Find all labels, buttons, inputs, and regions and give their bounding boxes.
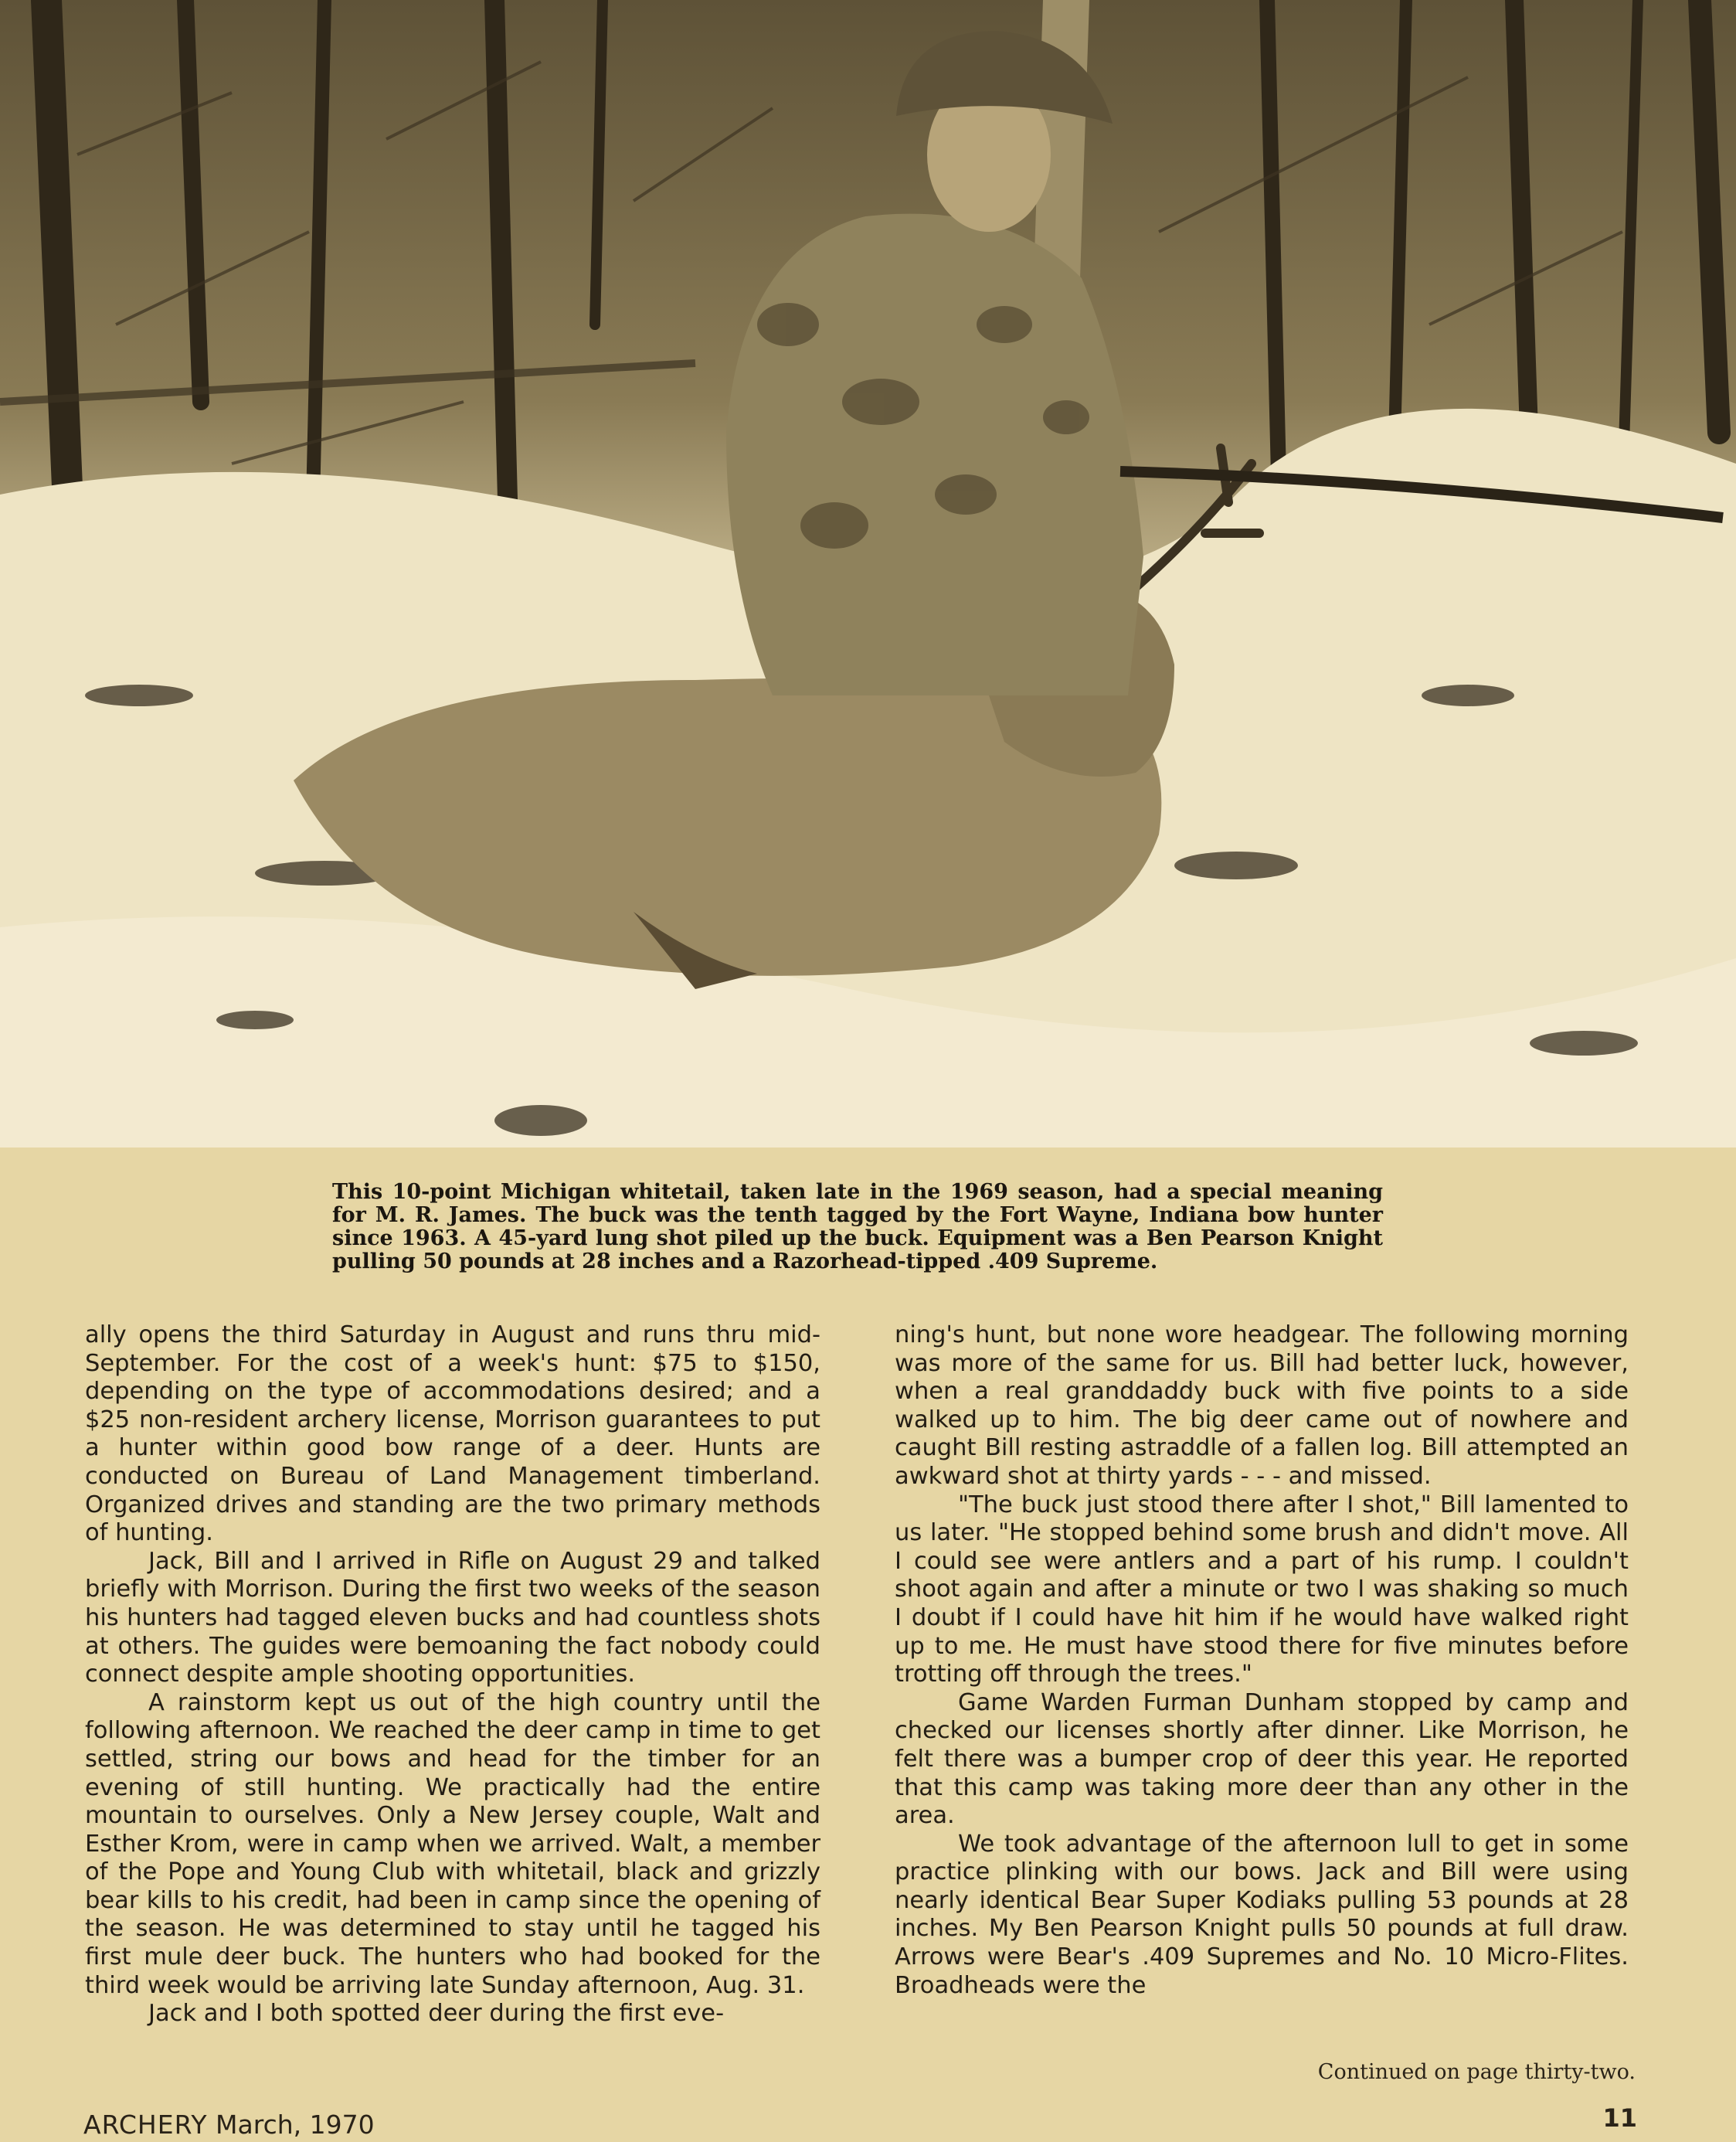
paragraph: ning's hunt, but none wore headgear. The following morning was more of the same for us. Bill had better luck, however, when a real granddaddy buck with five points to a side walked up to him. The big deer came out of nowhere and caught Bill resting astraddle of a fallen log. Bill attempted an awkward shot at thirty yards - - - and missed. bbox=[895, 1321, 1629, 1490]
article-column-left bbox=[85, 1321, 820, 2028]
paragraph: Game Warden Furman Dunham stopped by camp and checked our licenses shortly after dinner. Like Morrison, he felt there was a bumper crop of deer this year. He reported that this camp was taking more deer than any other in the area. bbox=[895, 1688, 1629, 1830]
continued-note: Continued on page thirty-two. bbox=[1317, 2060, 1636, 2084]
paragraph: A rainstorm kept us out of the high country until the following afternoon. We reached the deer camp in time to get settled, string our bows and head for the timber for an evening of still hunting. We practically had the entire mountain to ourselves. Only a New Jersey couple, Walt and Esther Krom, were in camp when we arrived. Walt, a member of the Pope and Young Club with whitetail, black and grizzly bear kills to his credit, had been in camp since the opening of the season. He was determined to stay until he tagged his first mule deer buck. The hunters who had booked for the third week would be arriving late Sunday afternoon, Aug. 31. bbox=[85, 1688, 820, 1999]
paragraph: We took advantage of the afternoon lull to get in some practice plinking with our bows. Jack and Bill were using nearly identical Bear Super Kodiaks pulling 53 pounds at 28 inches. My Ben Pearson Knight pulls 50 pounds at full draw. Arrows were Bear's .409 Supremes and No. 10 Micro-Flites. Broadheads were the bbox=[895, 1830, 1629, 1999]
footer-credit bbox=[83, 2110, 375, 2140]
paragraph: Jack and I both spotted deer during the first eve- bbox=[148, 2000, 725, 2028]
photo-caption: This 10-point Michigan whitetail, taken late in the 1969 season, had a special meaning for M. R. James. The buck was the tenth tagged by the Fort Wayne, Indiana bow hunter since 1963. A 45-yard lung shot piled up the buck. Equipment was a Ben Pearson Knight pulling 50 pounds at 28 inches and a Razorhead-tipped .409 Supreme. bbox=[332, 1180, 1383, 1273]
paragraph: ally opens the third Saturday in August and runs thru mid-September. For the cost of a week's hunt: $75 to $150, depending on the type of accommodations desired; and a $25 non-resident archery license, Morrison guarantees to put a hunter within good bow range of a deer. Hunts are conducted on Bureau of Land Management timberland. Organized drives and standing are the two primary methods of hunting. bbox=[85, 1321, 820, 1547]
paragraph: "The buck just stood there after I shot," Bill lamented to us later. "He stopped behind some brush and didn't move. All I could see were antlers and a part of his rump. I couldn't shoot again and after a minute or two I was shaking so much I doubt if I could have hit him if he would have walked right up to me. He must have stood there for five minutes before trotting off through the trees." bbox=[895, 1491, 1629, 1688]
paragraph: Jack, Bill and I arrived in Rifle on August 29 and talked briefly with Morrison. During the first two weeks of the season his hunters had tagged eleven bucks and had countless shots at others. The guides were bemoaning the fact nobody could connect despite ample shooting opportunities. bbox=[85, 1547, 820, 1688]
page-number: 11 bbox=[1602, 2103, 1637, 2133]
article-column-right bbox=[895, 1321, 1629, 2000]
magazine-name: ARCHERY bbox=[83, 2110, 208, 2140]
issue-date: March, 1970 bbox=[216, 2110, 375, 2140]
